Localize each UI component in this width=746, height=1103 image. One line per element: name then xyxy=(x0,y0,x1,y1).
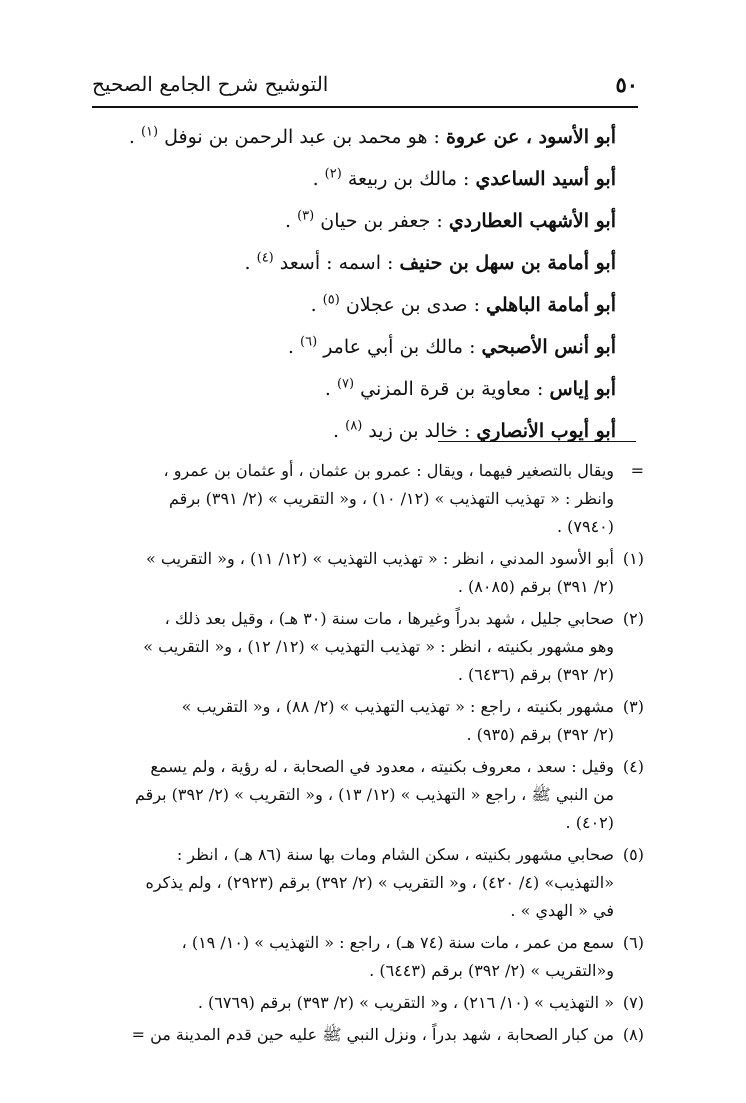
footnote-line: (٧٩٤٠) . xyxy=(556,517,614,536)
entry-end: . xyxy=(244,252,257,274)
footnote-line: (٢/ ٣٩١) برقم (٨٠٨٥) . xyxy=(457,577,614,596)
footnote-number: = xyxy=(630,461,644,480)
entry-name: أبو الأشهب العطاردي xyxy=(448,210,616,232)
running-title: التوشيح شرح الجامع الصحيح xyxy=(92,72,329,96)
footnote-number: (٣) xyxy=(622,697,644,716)
footnote xyxy=(96,989,644,1017)
footnote-number: (٨) xyxy=(622,1025,644,1044)
list-item xyxy=(90,284,616,326)
list-item xyxy=(90,200,616,242)
footnote-line: « التهذيب » (١٠/ ٢١٦) ، و« التقريب » (٢/ ٣٩٣) برقم (٦٧٦٩) . xyxy=(197,993,614,1012)
entry-end: . xyxy=(287,336,301,358)
footnote xyxy=(96,605,644,689)
entry-end: . xyxy=(312,168,325,190)
page-header xyxy=(92,66,638,108)
footnote-line: وقيل : سعد ، معروف بكنيته ، معدود في الصحابة ، له رؤية ، ولم يسمع xyxy=(150,757,614,776)
footnote-ref[interactable]: (١) xyxy=(140,124,159,140)
entry-description: جعفر بن حيان xyxy=(320,210,431,232)
footnote-line: صحابي مشهور بكنيته ، سكن الشام ومات بها سنة (٨٦ هـ) ، انظر : xyxy=(176,845,614,864)
footnote-line: في « الهدي » . xyxy=(510,901,614,920)
footnote-number: (٤) xyxy=(622,757,644,776)
footnote-line: (٢/ ٣٩٢) برقم (٦٤٣٦) . xyxy=(457,665,614,684)
entry-end: . xyxy=(324,378,337,400)
footnote-number: (٢) xyxy=(622,609,644,628)
entry-end: . xyxy=(310,294,323,316)
footnote-ref[interactable]: (٤) xyxy=(256,250,274,266)
footnote-ref[interactable]: (٣) xyxy=(297,208,315,224)
footnote-number: (١) xyxy=(622,549,644,568)
footnote-ref[interactable]: (٨) xyxy=(345,418,363,434)
footnote xyxy=(96,457,644,541)
footnote xyxy=(96,753,644,837)
footnote-ref[interactable]: (٥) xyxy=(322,292,340,308)
footnote-ref[interactable]: (٦) xyxy=(300,334,318,350)
entry-end: . xyxy=(128,126,141,148)
footnote-number: (٧) xyxy=(622,993,644,1012)
entry-name: أبو الأسود ، عن عروة xyxy=(445,126,616,148)
entry-name: أبو إياس xyxy=(549,378,616,400)
entries-list xyxy=(90,116,616,452)
entry-separator: : xyxy=(467,294,487,316)
footnote-number: (٥) xyxy=(622,845,644,864)
page-number: ٥٠ xyxy=(615,72,638,97)
footnote-line: من كبار الصحابة ، شهد بدراً ، ونزل النبي ﷺ عليه حين قدم المدينة من = xyxy=(131,1025,614,1044)
footnote-number: (٦) xyxy=(622,933,644,952)
entry-description: صدى بن عجلان xyxy=(345,294,468,316)
list-item xyxy=(90,368,616,410)
footnote xyxy=(96,841,644,925)
footnote-line: من النبي ﷺ ، راجع « التهذيب » (١٢/ ١٣) ، و« التقريب » (٢/ ٣٩٢) برقم xyxy=(135,785,614,804)
footnote-line: سمع من عمر ، مات سنة (٧٤ هـ) ، راجع : « التهذيب » (١٠/ ١٩) ، xyxy=(181,933,614,952)
footnote-line: (٤٠٢) . xyxy=(565,813,614,832)
entry-name: أبو أمامة بن سهل بن حنيف xyxy=(399,252,616,274)
entry-description: خالد بن زيد xyxy=(368,420,458,442)
footnote-line: (٢/ ٣٩٢) برقم (٩٣٥) . xyxy=(466,725,614,744)
entry-name: أبو أمامة الباهلي xyxy=(486,294,616,316)
entry-name: أبو أنس الأصبحي xyxy=(481,336,616,358)
footnote-line: «التهذيب» (٤/ ٤٢٠) ، و« التقريب » (٢/ ٣٩٢) برقم (٢٩٢٣) ، ولم يذكره xyxy=(145,873,614,892)
entry-separator: : xyxy=(463,336,482,358)
list-item xyxy=(90,242,616,284)
footnote-line: مشهور بكنيته ، راجع : « تهذيب التهذيب » (٢/ ٨٨) ، و« التقريب » xyxy=(181,697,614,716)
footnote xyxy=(96,545,644,601)
footnote-ref[interactable]: (٧) xyxy=(336,376,355,392)
entry-name: أبو أيوب الأنصاري xyxy=(476,420,616,442)
entry-separator: : xyxy=(530,378,550,400)
entry-separator: : xyxy=(457,168,476,190)
entry-separator: : xyxy=(457,420,477,442)
list-item xyxy=(90,158,616,200)
footnote-line: وهو مشهور بكنيته ، انظر : « تهذيب التهذيب » (١٢/ ١٢) ، و« التقريب » xyxy=(143,637,614,656)
entry-separator: : xyxy=(381,252,400,274)
footnote xyxy=(96,929,644,985)
entry-description: اسمه : أسعد xyxy=(279,252,381,274)
footnote xyxy=(96,693,644,749)
entry-description: مالك بن ربيعة xyxy=(347,168,457,190)
footnote-line: صحابي جليل ، شهد بدراً وغيرها ، مات سنة (٣٠ هـ) ، وقيل بعد ذلك ، xyxy=(164,609,614,628)
entry-separator: : xyxy=(430,210,449,232)
footnote xyxy=(96,1021,644,1049)
footnote-line: أبو الأسود المدني ، انظر : « تهذيب التهذيب » (١٢/ ١١) ، و« التقريب » xyxy=(145,549,614,568)
entry-description: معاوية بن قرة المزني xyxy=(360,378,531,400)
footnote-line: ويقال بالتصغير فيهما ، ويقال : عمرو بن عثمان ، أو عثمان بن عمرو ، xyxy=(163,461,614,480)
list-item xyxy=(90,116,616,158)
entry-end: . xyxy=(284,210,298,232)
entry-end: . xyxy=(333,420,346,442)
footnote-divider xyxy=(438,441,636,442)
footnote-line: و«التقريب » (٢/ ٣٩٢) برقم (٦٤٤٣) . xyxy=(369,961,614,980)
entry-separator: : xyxy=(427,126,446,148)
list-item xyxy=(90,410,616,452)
entry-description: مالك بن أبي عامر xyxy=(323,336,464,358)
footnote-ref[interactable]: (٢) xyxy=(324,166,342,182)
footnote-line: وانظر : « تهذيب التهذيب » (١٢/ ١٠) ، و« التقريب » (٢/ ٣٩١) برقم xyxy=(168,489,614,508)
footnotes xyxy=(96,457,644,1053)
entry-description: هو محمد بن عبد الرحمن بن نوفل xyxy=(164,126,428,148)
list-item xyxy=(90,326,616,368)
entry-name: أبو أسيد الساعدي xyxy=(475,168,616,190)
